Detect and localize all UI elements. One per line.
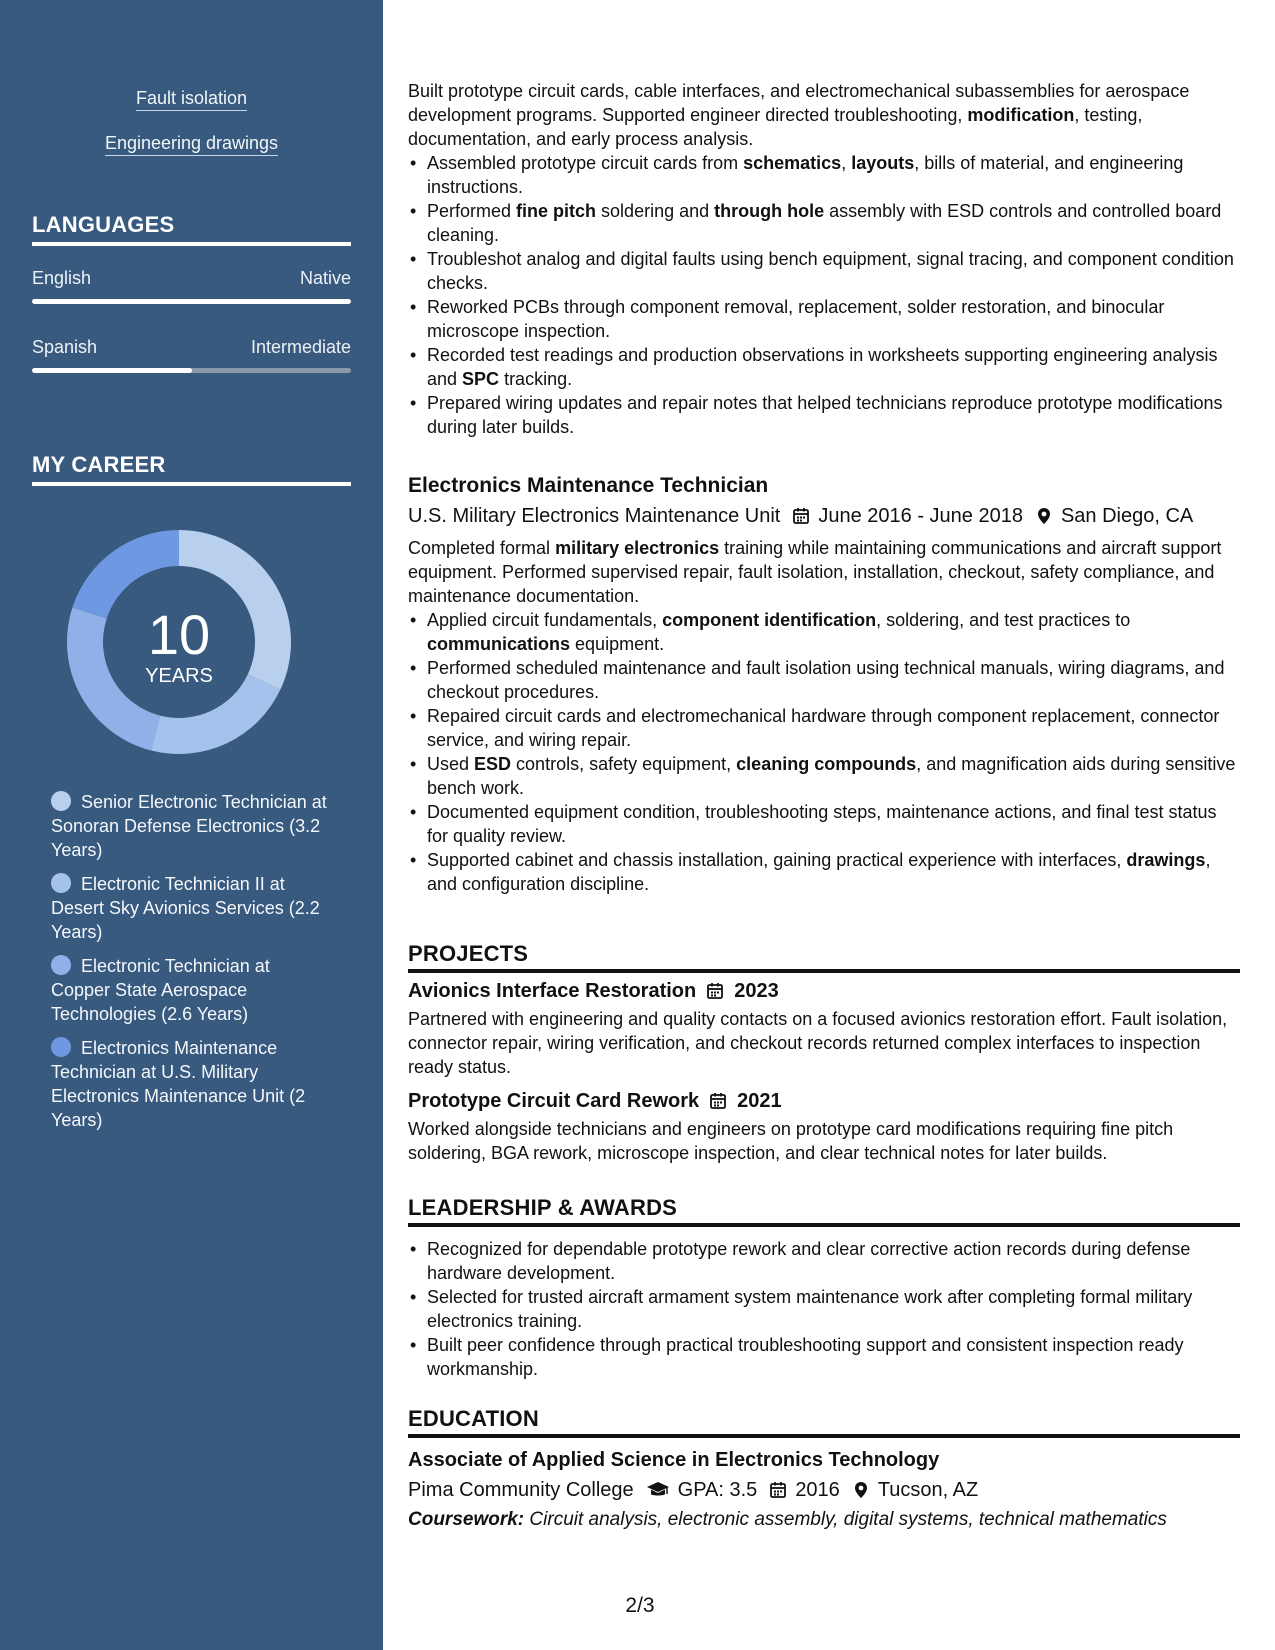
legend-dot-icon [51, 1037, 71, 1057]
language-level: Native [299, 268, 351, 288]
job-bullet: • Reworked PCBs through component removal, replacement, solder restoration, and binocular microscope inspection. [408, 295, 1240, 343]
job-bullet: • Assembled prototype circuit cards from schematics, layouts, bills of material, and engineering instructions. [408, 151, 1240, 199]
education-degree: Associate of Applied Science in Electronics Technology [408, 1449, 940, 1471]
career-legend-item [51, 872, 331, 944]
calendar-icon [709, 1092, 727, 1110]
map-pin-icon [1035, 507, 1053, 525]
career-heading: MY CAREER [32, 452, 351, 486]
career-label: Electronics Maintenance Technician at U.S. Military Electronics Maintenance Unit (2 Years) [51, 1038, 306, 1130]
sidebar [0, 0, 383, 1650]
education-year: 2016 [795, 1479, 840, 1501]
job-bullet: • Repaired circuit cards and electromechanical hardware through component replacement, connector service, and wiring repair. [408, 704, 1240, 752]
project-description: Worked alongside technicians and engineers on prototype card modifications requiring fine pitch soldering, BGA rework, microscope inspection, and clear technical notes for later builds. [408, 1119, 1174, 1163]
language-name: Spanish [32, 337, 98, 357]
skill-label: Engineering drawings [105, 133, 278, 156]
education-meta [408, 1478, 1240, 1502]
language-level: Intermediate [250, 337, 351, 357]
career-legend-item [51, 1036, 331, 1132]
education-gpa: GPA: 3.5 [677, 1479, 758, 1501]
job-meta [408, 504, 1240, 528]
job-location: San Diego, CA [1060, 505, 1194, 527]
job-company: U.S. Military Electronics Maintenance Unit [408, 505, 781, 527]
project-title-row [408, 1089, 1240, 1113]
job-bullet: • Applied circuit fundamentals, component identification, soldering, and test practices to communications equipment. [408, 608, 1240, 656]
career-label: Senior Electronic Technician at Sonoran Defense Electronics (3.2 Years) [51, 792, 327, 860]
education-school: Pima Community College [408, 1479, 634, 1501]
language-proficiency-bar [32, 368, 351, 373]
projects-section [408, 942, 1240, 1165]
job-bullet-list [408, 151, 1240, 439]
projects-heading: PROJECTS [408, 942, 1240, 973]
page-number: 2/3 [625, 1594, 655, 1617]
previous-job-block [408, 79, 1240, 439]
job-summary: Built prototype circuit cards, cable interfaces, and electromechanical subassemblies for aerospace development programs. Supported engineer directed troubleshooting, modification, testing, documentation, and early process analysis. [408, 81, 1190, 149]
job-bullet: • Performed scheduled maintenance and fault isolation using technical manuals, wiring diagrams, and checkout procedures. [408, 656, 1240, 704]
language-row [32, 268, 351, 289]
job-bullet: • Supported cabinet and chassis installation, gaining practical experience with interfaces, drawings, and configuration discipline. [408, 848, 1240, 896]
education-heading: EDUCATION [408, 1407, 1240, 1438]
project-year: 2021 [737, 1090, 782, 1112]
career-legend-item [51, 954, 331, 1026]
language-proficiency-fill [32, 368, 192, 373]
languages-heading: LANGUAGES [32, 212, 351, 246]
career-legend-item [51, 790, 331, 862]
job-bullet: • Recorded test readings and production observations in worksheets supporting engineering analysis and SPC tracking. [408, 343, 1240, 391]
map-pin-icon [852, 1481, 870, 1499]
language-name: English [32, 268, 92, 288]
job-bullet: • Documented equipment condition, troubleshooting steps, maintenance actions, and final test status for quality review. [408, 800, 1240, 848]
project-item [408, 1089, 1240, 1165]
awards-heading: LEADERSHIP & AWARDS [408, 1196, 1240, 1227]
graduation-cap-icon [646, 1481, 670, 1499]
legend-dot-icon [51, 955, 71, 975]
legend-dot-icon [51, 791, 71, 811]
coursework-list: Circuit analysis, electronic assembly, digital systems, technical mathematics [529, 1509, 1167, 1530]
career-legend [51, 790, 331, 1142]
job-dates: June 2016 - June 2018 [818, 505, 1023, 527]
coursework-label: Coursework: [408, 1509, 525, 1530]
award-item: • Recognized for dependable prototype rework and clear corrective action records during defense hardware development. [408, 1237, 1240, 1285]
project-year: 2023 [734, 980, 779, 1002]
education-coursework [408, 1508, 1240, 1532]
education-section [408, 1407, 1240, 1532]
career-total-unit: YEARS [145, 665, 213, 687]
project-description: Partnered with engineering and quality contacts on a focused avionics restoration effort. Fault isolation, connector repair, wiring verification, and checkout records returned complex interfaces to inspection ready status. [408, 1009, 1228, 1077]
project-title: Avionics Interface Restoration [408, 980, 697, 1002]
project-title-row [408, 979, 1240, 1003]
career-total-number: 10 [147, 603, 211, 666]
skill-item [0, 88, 383, 109]
language-proficiency-bar [32, 299, 351, 304]
calendar-icon [792, 507, 810, 525]
award-item: • Selected for trusted aircraft armament system maintenance work after completing formal military electronics training. [408, 1285, 1240, 1333]
career-label: Electronic Technician II at Desert Sky Avionics Services (2.2 Years) [51, 874, 320, 942]
calendar-icon [706, 982, 724, 1000]
job-bullet: • Prepared wiring updates and repair notes that helped technicians reproduce prototype modifications during later builds. [408, 391, 1240, 439]
award-item: • Built peer confidence through practical troubleshooting support and consistent inspection ready workmanship. [408, 1333, 1240, 1381]
language-proficiency-fill [32, 299, 351, 304]
language-row [32, 337, 351, 358]
skill-item [0, 133, 383, 154]
job-bullet: • Troubleshot analog and digital faults using bench equipment, signal tracing, and component condition checks. [408, 247, 1240, 295]
awards-list [408, 1237, 1240, 1381]
job-bullet-list [408, 608, 1240, 896]
legend-dot-icon [51, 873, 71, 893]
career-label: Electronic Technician at Copper State Aerospace Technologies (2.6 Years) [51, 956, 270, 1024]
career-donut-chart [67, 530, 291, 754]
project-title: Prototype Circuit Card Rework [408, 1090, 700, 1112]
awards-section [408, 1196, 1240, 1381]
project-item [408, 979, 1240, 1079]
skill-label: Fault isolation [136, 88, 247, 111]
job-bullet: • Used ESD controls, safety equipment, cleaning compounds, and magnification aids during sensitive bench work. [408, 752, 1240, 800]
education-location: Tucson, AZ [877, 1479, 979, 1501]
job-bullet: • Performed fine pitch soldering and through hole assembly with ESD controls and controlled board cleaning. [408, 199, 1240, 247]
job-title: Electronics Maintenance Technician [408, 474, 769, 497]
job-summary: Completed formal military electronics training while maintaining communications and aircraft support equipment. Performed supervised repair, fault isolation, installation, checkout, safety compliance, and maintenance documentation. [408, 538, 1222, 606]
calendar-icon [769, 1481, 787, 1499]
job-block [408, 474, 1240, 896]
